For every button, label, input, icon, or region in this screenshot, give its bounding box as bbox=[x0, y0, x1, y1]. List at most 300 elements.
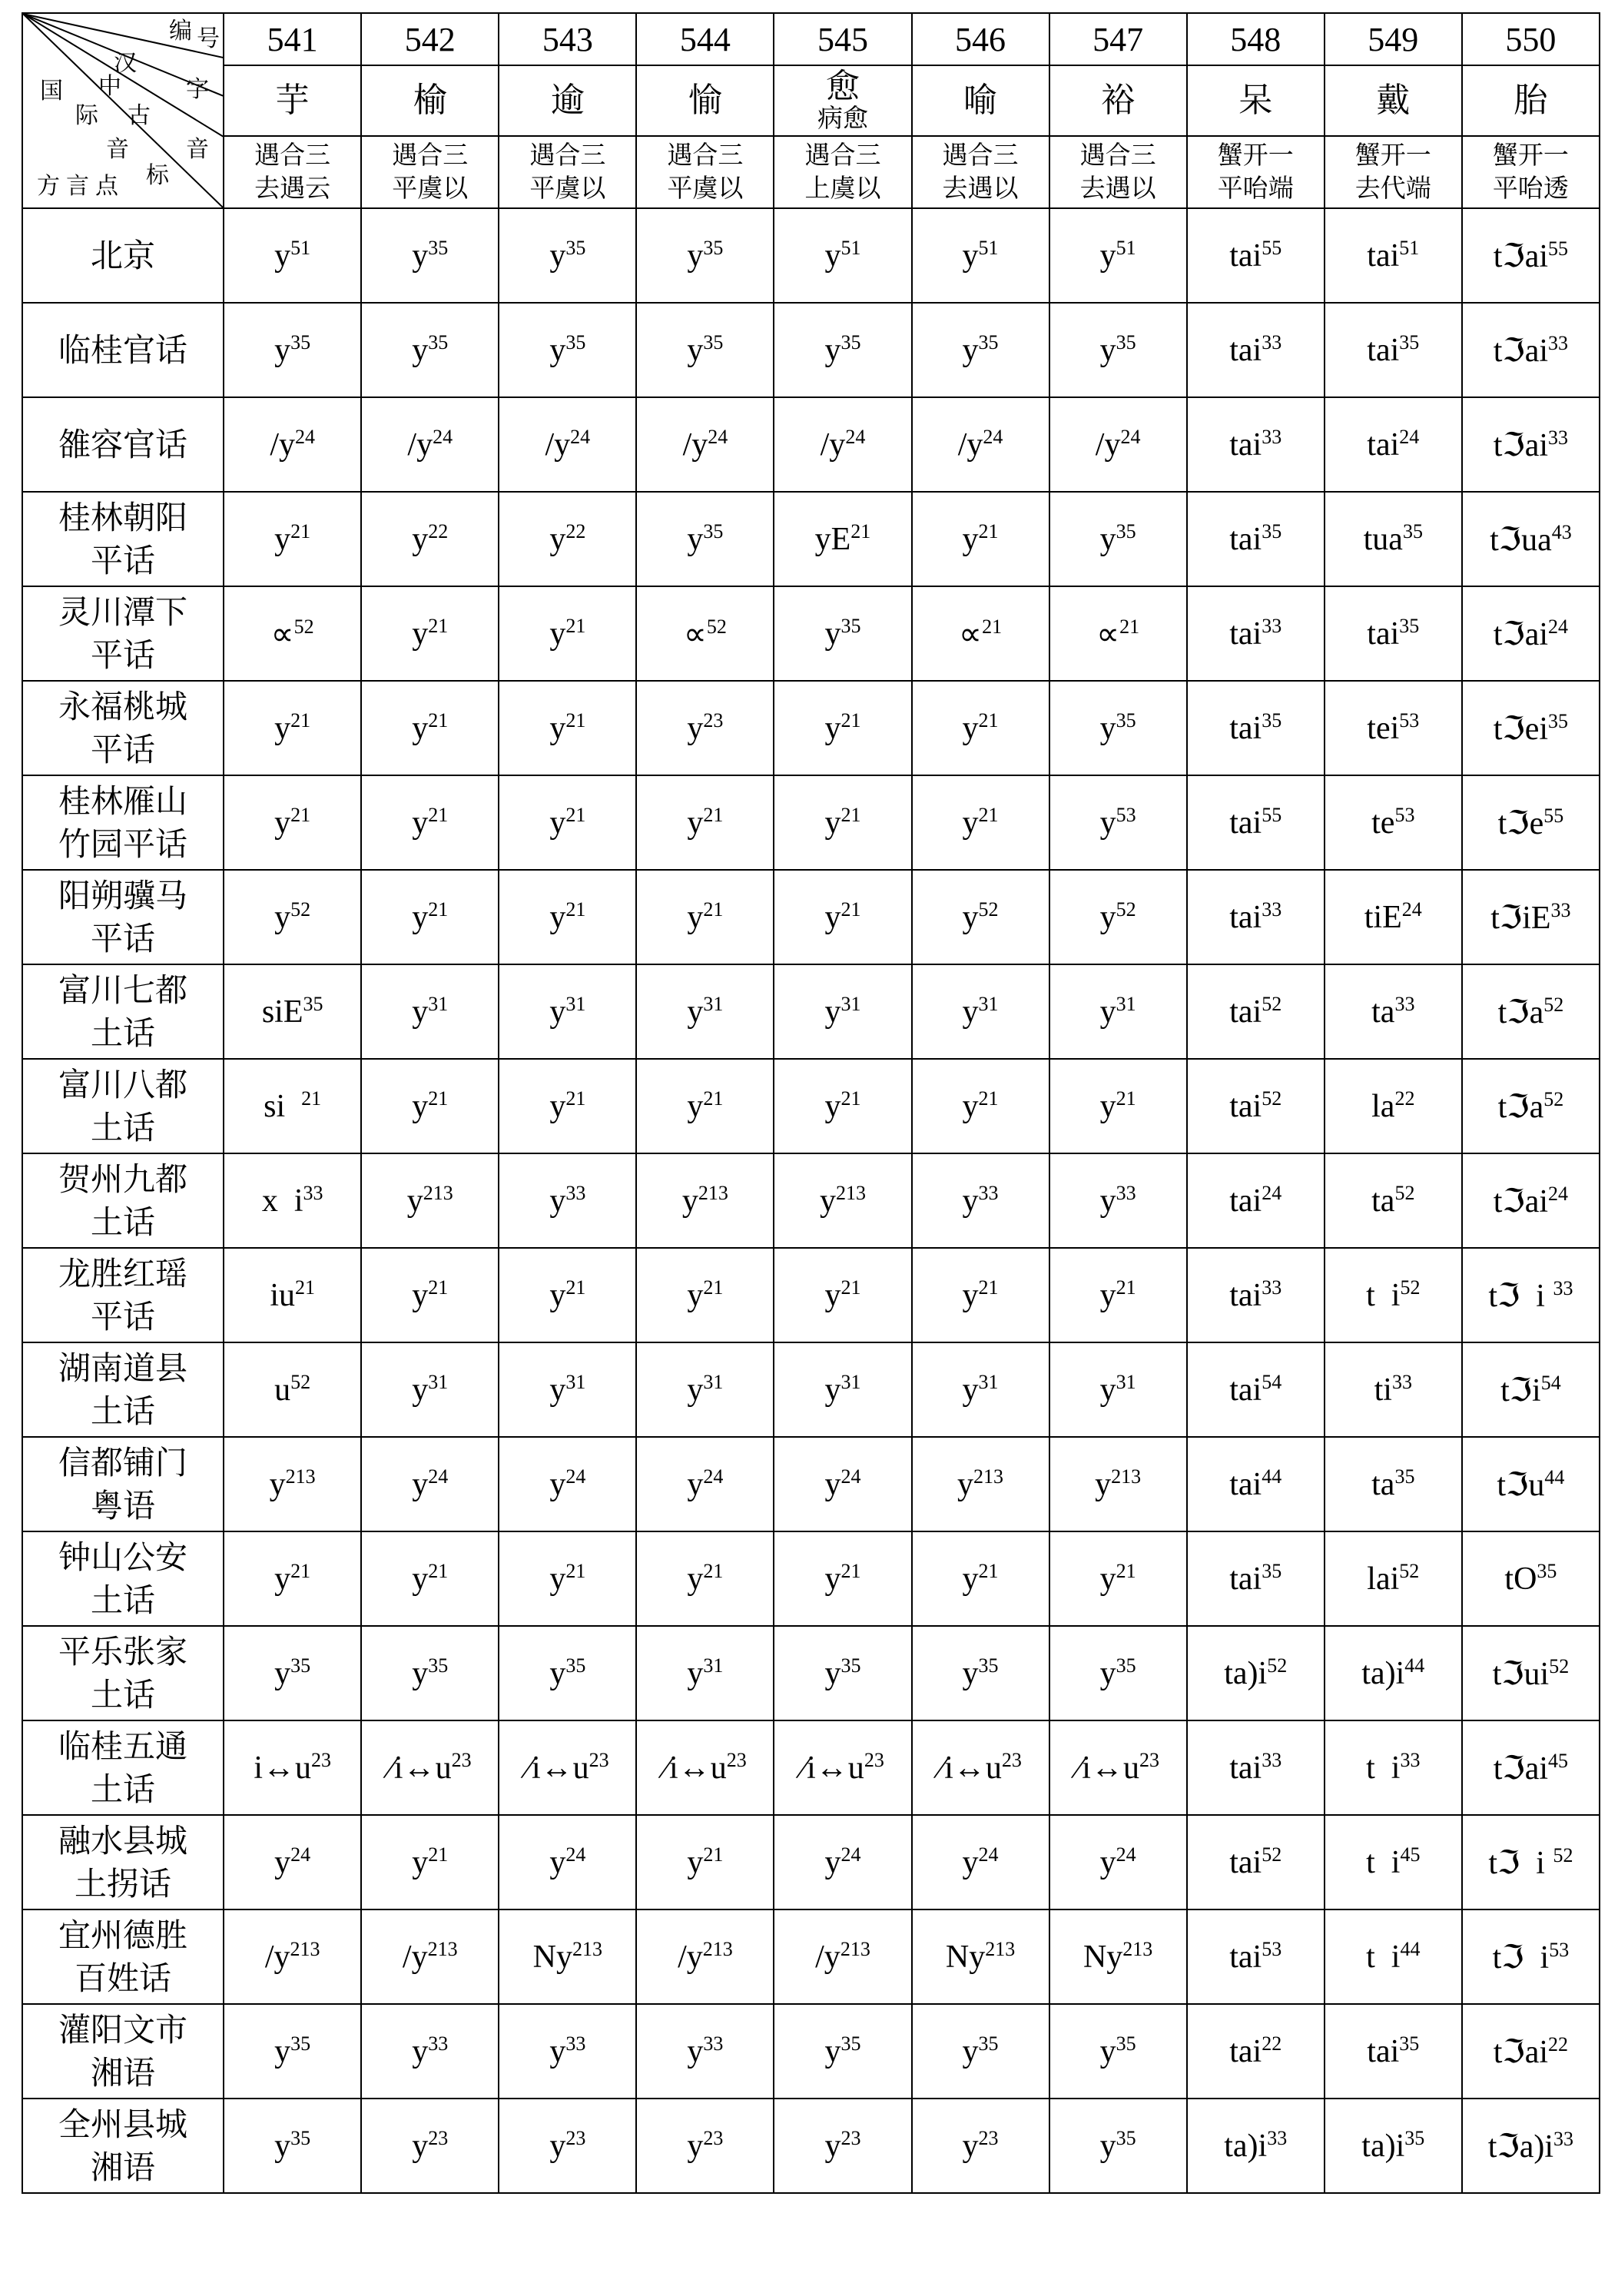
location-line: 阳朔骥马 bbox=[58, 877, 188, 915]
pronunciation-cell bbox=[636, 208, 774, 303]
ipa-transcription: ∝ bbox=[959, 616, 983, 652]
ipa-transcription: si bbox=[264, 1088, 302, 1124]
tone-value: 213 bbox=[840, 1937, 870, 1960]
ipa-transcription: y bbox=[687, 1466, 704, 1502]
middle-chinese-cell bbox=[912, 136, 1049, 208]
tone-value: 33 bbox=[1550, 898, 1571, 921]
corner-label-zhonggu-3: 音 bbox=[186, 137, 209, 162]
pronunciation-cell bbox=[912, 1626, 1049, 1720]
pronunciation-cell bbox=[774, 870, 911, 964]
tone-value: 35 bbox=[290, 330, 311, 353]
pronunciation-cell bbox=[1187, 1248, 1325, 1342]
location-line: 百姓话 bbox=[75, 1959, 172, 1997]
ipa-transcription: y bbox=[274, 237, 291, 274]
tone-value: 213 bbox=[572, 1937, 602, 1960]
tone-value: 22 bbox=[428, 519, 449, 542]
ipa-transcription: ∝ bbox=[1096, 616, 1120, 652]
dialect-location bbox=[22, 964, 224, 1059]
location-line: 土话 bbox=[91, 1392, 156, 1430]
location-line: 全州县城 bbox=[58, 2105, 188, 2144]
tone-value: 213 bbox=[427, 1937, 458, 1960]
tone-value: 35 bbox=[1404, 2126, 1425, 2149]
pronunciation-cell bbox=[912, 303, 1049, 397]
pronunciation-cell bbox=[912, 870, 1049, 964]
pronunciation-cell bbox=[1187, 1531, 1325, 1626]
tone-value: 35 bbox=[290, 2032, 311, 2055]
dialect-location bbox=[22, 1626, 224, 1720]
corner-label-fangyan-1: 方 bbox=[37, 174, 60, 199]
pronunciation-cell bbox=[912, 2099, 1049, 2193]
ipa-transcription: /y bbox=[270, 426, 295, 463]
pronunciation-cell bbox=[361, 1815, 499, 1909]
ipa-transcription: ⁄i↔u bbox=[388, 1750, 452, 1786]
tone-value: 21 bbox=[295, 1276, 315, 1299]
ipa-transcription: tai bbox=[1229, 994, 1262, 1030]
ipa-transcription: y bbox=[687, 710, 704, 746]
ipa-transcription: tai bbox=[1229, 1844, 1262, 1880]
tone-value: 21 bbox=[840, 1559, 861, 1582]
pronunciation-cell bbox=[1325, 775, 1462, 870]
pronunciation-cell bbox=[1187, 1626, 1325, 1720]
pronunciation-cell bbox=[1049, 1437, 1187, 1531]
tone-value: 54 bbox=[1540, 1371, 1561, 1394]
tone-value: 24 bbox=[840, 1465, 861, 1488]
tone-value: 52 bbox=[978, 897, 999, 921]
pronunciation-cell bbox=[1462, 1248, 1600, 1342]
pronunciation-cell bbox=[774, 1342, 911, 1437]
ipa-transcription: y bbox=[962, 332, 979, 368]
pronunciation-cell bbox=[636, 2099, 774, 2193]
ipa-transcription: x i bbox=[261, 1183, 303, 1219]
tone-value: 52 bbox=[1543, 1087, 1564, 1110]
pronunciation-cell bbox=[1049, 870, 1187, 964]
pronunciation-cell bbox=[499, 1531, 636, 1626]
ipa-transcription: y bbox=[1099, 1183, 1116, 1219]
ipa-transcription: u bbox=[274, 1372, 291, 1408]
ipa-transcription: Ny bbox=[945, 1939, 986, 1975]
location-line: 信都铺门 bbox=[58, 1444, 188, 1482]
ipa-transcription: tai bbox=[1229, 426, 1262, 463]
pronunciation-cell bbox=[774, 1815, 911, 1909]
character-cell bbox=[774, 65, 911, 136]
ipa-transcription: y bbox=[962, 521, 979, 557]
location-line: 平话 bbox=[91, 635, 156, 674]
pronunciation-cell bbox=[1462, 1626, 1600, 1720]
dialect-location bbox=[22, 1909, 224, 2004]
tone-value: 21 bbox=[840, 1276, 861, 1299]
ipa-transcription: y bbox=[412, 1466, 429, 1502]
character-cell bbox=[1049, 65, 1187, 136]
ipa-transcription: y bbox=[549, 994, 566, 1030]
tone-value: 31 bbox=[840, 1370, 861, 1393]
ipa-transcription: y bbox=[274, 1844, 291, 1880]
dialect-location bbox=[22, 1815, 224, 1909]
pronunciation-cell bbox=[499, 1626, 636, 1720]
middle-chinese-line: 遇合三 bbox=[529, 140, 606, 171]
dialect-location bbox=[22, 1153, 224, 1248]
character-cell bbox=[224, 65, 361, 136]
ipa-transcription: /y bbox=[678, 1939, 703, 1975]
middle-chinese-cell bbox=[1187, 136, 1325, 208]
ipa-transcription: y bbox=[1099, 2033, 1116, 2069]
tone-value: 213 bbox=[285, 1465, 316, 1488]
ipa-transcription: y bbox=[549, 1183, 566, 1219]
ipa-transcription: y bbox=[824, 994, 841, 1030]
tone-value: 35 bbox=[978, 1654, 999, 1677]
tone-value: 24 bbox=[845, 425, 866, 448]
ipa-transcription: y bbox=[549, 237, 566, 274]
tone-value: 55 bbox=[1262, 236, 1282, 259]
pronunciation-cell bbox=[1187, 1815, 1325, 1909]
ipa-transcription: y bbox=[274, 1561, 291, 1597]
ipa-transcription: tℑai bbox=[1493, 1750, 1549, 1787]
pronunciation-cell bbox=[1049, 492, 1187, 586]
ipa-transcription: y bbox=[962, 1183, 979, 1219]
pronunciation-cell bbox=[1325, 1059, 1462, 1153]
pronunciation-cell bbox=[774, 1626, 911, 1720]
pronunciation-cell bbox=[636, 964, 774, 1059]
tone-value: 52 bbox=[293, 615, 314, 638]
tone-value: 53 bbox=[1549, 1938, 1570, 1961]
tone-value: 23 bbox=[703, 708, 724, 732]
pronunciation-cell bbox=[774, 1153, 911, 1248]
pronunciation-cell bbox=[774, 208, 911, 303]
ipa-transcription: tℑai bbox=[1493, 2034, 1549, 2070]
tone-value: 21 bbox=[840, 897, 861, 921]
dialect-location bbox=[22, 681, 224, 775]
ipa-transcription: /y bbox=[682, 426, 708, 463]
tone-value: 51 bbox=[840, 236, 861, 259]
character-cell bbox=[361, 65, 499, 136]
ipa-transcription: y bbox=[274, 332, 291, 368]
ipa-transcription: tai bbox=[1229, 899, 1262, 935]
dialect-location bbox=[22, 2004, 224, 2099]
tone-value: 33 bbox=[1400, 1748, 1421, 1771]
pronunciation-cell bbox=[1325, 586, 1462, 681]
table-row bbox=[22, 1059, 1600, 1153]
ipa-transcription: y bbox=[549, 332, 566, 368]
tone-value: 33 bbox=[1553, 2127, 1574, 2150]
pronunciation-cell bbox=[774, 492, 911, 586]
tone-value: 35 bbox=[1116, 519, 1136, 542]
location-line: 永福桃城 bbox=[58, 688, 188, 726]
chinese-character: 喻 bbox=[963, 80, 998, 120]
ipa-transcription: tℑai bbox=[1493, 1183, 1549, 1219]
pronunciation-cell bbox=[499, 1815, 636, 1909]
ipa-transcription: y bbox=[962, 805, 979, 841]
ipa-transcription: tℑai bbox=[1493, 427, 1549, 463]
tone-value: 52 bbox=[1262, 1087, 1282, 1110]
ipa-transcription: y bbox=[824, 805, 841, 841]
ipa-transcription: y bbox=[274, 2033, 291, 2069]
tone-value: 35 bbox=[1116, 2032, 1136, 2055]
chinese-character: 呆 bbox=[1238, 80, 1273, 120]
tone-value: 21 bbox=[290, 708, 311, 732]
pronunciation-cell bbox=[636, 1720, 774, 1815]
pronunciation-cell bbox=[1325, 1531, 1462, 1626]
pronunciation-cell bbox=[361, 870, 499, 964]
tone-value: 24 bbox=[978, 1843, 999, 1866]
ipa-transcription: y bbox=[1099, 2128, 1116, 2164]
location-line: 桂林朝阳 bbox=[58, 499, 188, 537]
ipa-transcription: y bbox=[687, 805, 704, 841]
location-line: 临桂五通 bbox=[58, 1727, 188, 1766]
pronunciation-cell bbox=[1049, 1342, 1187, 1437]
ipa-transcription: tai bbox=[1367, 237, 1400, 274]
tone-value: 52 bbox=[1400, 1276, 1421, 1299]
location-line: 龙胜红瑶 bbox=[58, 1255, 188, 1293]
pronunciation-cell bbox=[912, 397, 1049, 492]
pronunciation-cell bbox=[1049, 1248, 1187, 1342]
tone-value: 31 bbox=[703, 992, 724, 1015]
middle-chinese-line: 蟹开一 bbox=[1492, 140, 1569, 171]
ipa-transcription: tai bbox=[1229, 1183, 1262, 1219]
middle-chinese-line: 平咍透 bbox=[1492, 173, 1569, 203]
ipa-transcription: tℑei bbox=[1493, 711, 1549, 747]
pronunciation-cell bbox=[361, 2099, 499, 2193]
table-row bbox=[22, 1626, 1600, 1720]
corner-label-ipa-4: 标 bbox=[146, 163, 169, 188]
pronunciation-cell bbox=[1049, 1720, 1187, 1815]
ipa-transcription: /y bbox=[815, 1939, 840, 1975]
item-number: 544 bbox=[636, 13, 774, 65]
tone-value: 51 bbox=[290, 236, 311, 259]
tone-value: 52 bbox=[1394, 1181, 1415, 1204]
pronunciation-cell bbox=[361, 1909, 499, 2004]
tone-value: 45 bbox=[1400, 1843, 1421, 1866]
pronunciation-cell bbox=[1049, 775, 1187, 870]
location-line: 竹园平话 bbox=[58, 825, 188, 863]
pronunciation-cell bbox=[1462, 870, 1600, 964]
tone-value: 35 bbox=[840, 614, 861, 637]
pronunciation-cell bbox=[1049, 586, 1187, 681]
tone-value: 213 bbox=[1111, 1465, 1142, 1488]
pronunciation-cell bbox=[774, 1437, 911, 1531]
tone-value: 52 bbox=[1553, 1843, 1573, 1866]
middle-chinese-cell bbox=[1325, 136, 1462, 208]
ipa-transcription: y bbox=[274, 710, 291, 746]
pronunciation-cell bbox=[224, 1437, 361, 1531]
tone-value: 35 bbox=[565, 236, 586, 259]
tone-value: 21 bbox=[703, 897, 724, 921]
pronunciation-cell bbox=[499, 492, 636, 586]
table-row bbox=[22, 775, 1600, 870]
ipa-transcription: y bbox=[412, 1088, 429, 1124]
character-cell bbox=[1325, 65, 1462, 136]
pronunciation-cell bbox=[636, 1153, 774, 1248]
ipa-transcription: te bbox=[1371, 805, 1395, 841]
character-cell bbox=[1187, 65, 1325, 136]
ipa-transcription: y bbox=[1099, 1561, 1116, 1597]
pronunciation-cell bbox=[774, 1248, 911, 1342]
tone-value: 21 bbox=[978, 708, 999, 732]
ipa-transcription: tai bbox=[1229, 1372, 1262, 1408]
location-line: 湖南道县 bbox=[58, 1349, 188, 1388]
pronunciation-cell bbox=[361, 208, 499, 303]
ipa-transcription: y bbox=[549, 1561, 566, 1597]
tone-value: 21 bbox=[565, 1276, 586, 1299]
location-line: 土话 bbox=[91, 1014, 156, 1052]
tone-value: 24 bbox=[708, 425, 728, 448]
tone-value: 51 bbox=[1399, 236, 1420, 259]
ipa-transcription: y bbox=[274, 899, 291, 935]
tone-value: 35 bbox=[1262, 1559, 1282, 1582]
pronunciation-cell bbox=[1325, 303, 1462, 397]
location-line: 融水县城 bbox=[58, 1822, 188, 1860]
pronunciation-cell bbox=[499, 681, 636, 775]
pronunciation-cell bbox=[1462, 681, 1600, 775]
pronunciation-cell bbox=[1462, 775, 1600, 870]
pronunciation-cell bbox=[1187, 775, 1325, 870]
pronunciation-cell bbox=[224, 1815, 361, 1909]
ipa-transcription: tai bbox=[1229, 1466, 1262, 1502]
pronunciation-cell bbox=[361, 1437, 499, 1531]
ipa-transcription: y bbox=[824, 1277, 841, 1313]
ipa-transcription: y bbox=[824, 615, 841, 652]
ipa-transcription: y bbox=[1099, 237, 1116, 274]
pronunciation-cell bbox=[224, 681, 361, 775]
pronunciation-cell bbox=[636, 1248, 774, 1342]
item-number: 549 bbox=[1325, 13, 1462, 65]
location-line: 北京 bbox=[91, 236, 156, 274]
tone-value: 31 bbox=[1116, 1370, 1136, 1393]
ipa-transcription: y bbox=[962, 2128, 979, 2164]
ipa-transcription: tai bbox=[1229, 615, 1262, 652]
tone-value: 52 bbox=[290, 897, 311, 921]
tone-value: 21 bbox=[428, 708, 449, 732]
dialect-location bbox=[22, 303, 224, 397]
pronunciation-cell bbox=[636, 681, 774, 775]
ipa-transcription: tℑa)i bbox=[1487, 2128, 1554, 2165]
corner-label-hanzi-1: 汉 bbox=[114, 51, 137, 76]
middle-chinese-line: 平咍端 bbox=[1217, 173, 1294, 203]
table-row bbox=[22, 870, 1600, 964]
location-line: 土话 bbox=[91, 1203, 156, 1241]
ipa-transcription: y bbox=[824, 1561, 841, 1597]
tone-value: 21 bbox=[1119, 615, 1140, 638]
ipa-transcription: y bbox=[549, 2033, 566, 2069]
pronunciation-cell bbox=[1187, 1720, 1325, 1815]
tone-value: 31 bbox=[1116, 992, 1136, 1015]
ipa-transcription: tℑu bbox=[1497, 1467, 1545, 1503]
chinese-character: 榆 bbox=[413, 80, 447, 120]
ipa-transcription: y bbox=[412, 1655, 429, 1691]
ipa-transcription: y bbox=[681, 1183, 698, 1219]
ipa-transcription: y bbox=[957, 1466, 974, 1502]
tone-value: 24 bbox=[1401, 897, 1422, 921]
tone-value: 21 bbox=[565, 1087, 586, 1110]
item-number: 546 bbox=[912, 13, 1049, 65]
pronunciation-cell bbox=[1325, 1626, 1462, 1720]
tone-value: 35 bbox=[840, 330, 861, 353]
ipa-transcription: y bbox=[687, 1277, 704, 1313]
table-row bbox=[22, 1720, 1600, 1815]
ipa-transcription: y bbox=[1099, 521, 1116, 557]
tone-value: 22 bbox=[565, 519, 586, 542]
pronunciation-cell bbox=[1049, 397, 1187, 492]
tone-value: 33 bbox=[1548, 331, 1569, 354]
ipa-transcription: y bbox=[1099, 1844, 1116, 1880]
pronunciation-cell bbox=[1187, 681, 1325, 775]
table-row bbox=[22, 1437, 1600, 1531]
pronunciation-cell bbox=[1325, 2099, 1462, 2193]
location-line: 土拐话 bbox=[75, 1864, 172, 1903]
ipa-transcription: y bbox=[269, 1466, 286, 1502]
ipa-transcription: y bbox=[824, 1372, 841, 1408]
tone-value: 35 bbox=[703, 236, 724, 259]
tone-value: 35 bbox=[290, 2126, 311, 2149]
pronunciation-cell bbox=[1462, 397, 1600, 492]
tone-value: 35 bbox=[1399, 2032, 1420, 2055]
tone-value: 213 bbox=[985, 1937, 1016, 1960]
tone-value: 53 bbox=[1116, 803, 1136, 826]
ipa-transcription: tℑa bbox=[1497, 994, 1544, 1030]
pronunciation-cell bbox=[636, 1059, 774, 1153]
middle-chinese-line: 蟹开一 bbox=[1354, 140, 1431, 171]
ipa-transcription: siE bbox=[261, 994, 303, 1030]
tone-value: 52 bbox=[1262, 1843, 1282, 1866]
ipa-transcription: lai bbox=[1367, 1561, 1400, 1597]
ipa-transcription: tai bbox=[1229, 1561, 1262, 1597]
ipa-transcription: tai bbox=[1229, 1750, 1262, 1786]
tone-value: 31 bbox=[840, 992, 861, 1015]
middle-chinese-cell bbox=[361, 136, 499, 208]
tone-value: 35 bbox=[1399, 330, 1420, 353]
pronunciation-cell bbox=[499, 1720, 636, 1815]
pronunciation-cell bbox=[499, 1059, 636, 1153]
table-row bbox=[22, 964, 1600, 1059]
corner-label-ipa-3: 音 bbox=[106, 137, 129, 162]
pronunciation-cell bbox=[1049, 303, 1187, 397]
pronunciation-cell bbox=[1325, 397, 1462, 492]
character-cell bbox=[499, 65, 636, 136]
pronunciation-cell bbox=[499, 775, 636, 870]
middle-chinese-line: 去遇云 bbox=[254, 173, 331, 203]
pronunciation-cell bbox=[1325, 1342, 1462, 1437]
pronunciation-cell bbox=[912, 1153, 1049, 1248]
tone-value: 24 bbox=[565, 1465, 586, 1488]
pronunciation-cell bbox=[1325, 1909, 1462, 2004]
pronunciation-cell bbox=[224, 1720, 361, 1815]
corner-label-zhonggu-2: 古 bbox=[128, 103, 151, 128]
pronunciation-cell bbox=[224, 1153, 361, 1248]
pronunciation-cell bbox=[774, 397, 911, 492]
ipa-transcription: y bbox=[412, 1277, 429, 1313]
chinese-character: 愈 bbox=[825, 66, 860, 106]
tone-value: 21 bbox=[703, 1276, 724, 1299]
tone-value: 21 bbox=[428, 897, 449, 921]
tone-value: 23 bbox=[864, 1748, 884, 1771]
pronunciation-cell bbox=[774, 1531, 911, 1626]
tone-value: 33 bbox=[1116, 1181, 1136, 1204]
chinese-character: 戴 bbox=[1376, 80, 1411, 120]
pronunciation-cell bbox=[224, 2004, 361, 2099]
tone-value: 31 bbox=[978, 1370, 999, 1393]
ipa-transcription: y bbox=[819, 1183, 836, 1219]
tone-value: 21 bbox=[1116, 1087, 1136, 1110]
item-number: 550 bbox=[1462, 13, 1600, 65]
tone-value: 23 bbox=[1139, 1748, 1159, 1771]
pronunciation-cell bbox=[1325, 492, 1462, 586]
ipa-transcription: y bbox=[549, 521, 566, 557]
location-line: 湘语 bbox=[91, 2148, 156, 2186]
tone-value: 24 bbox=[1116, 1843, 1136, 1866]
ipa-transcription: /y bbox=[264, 1939, 290, 1975]
pronunciation-cell bbox=[224, 1059, 361, 1153]
tone-value: 21 bbox=[290, 1559, 311, 1582]
pronunciation-cell bbox=[361, 586, 499, 681]
pronunciation-cell bbox=[636, 1909, 774, 2004]
